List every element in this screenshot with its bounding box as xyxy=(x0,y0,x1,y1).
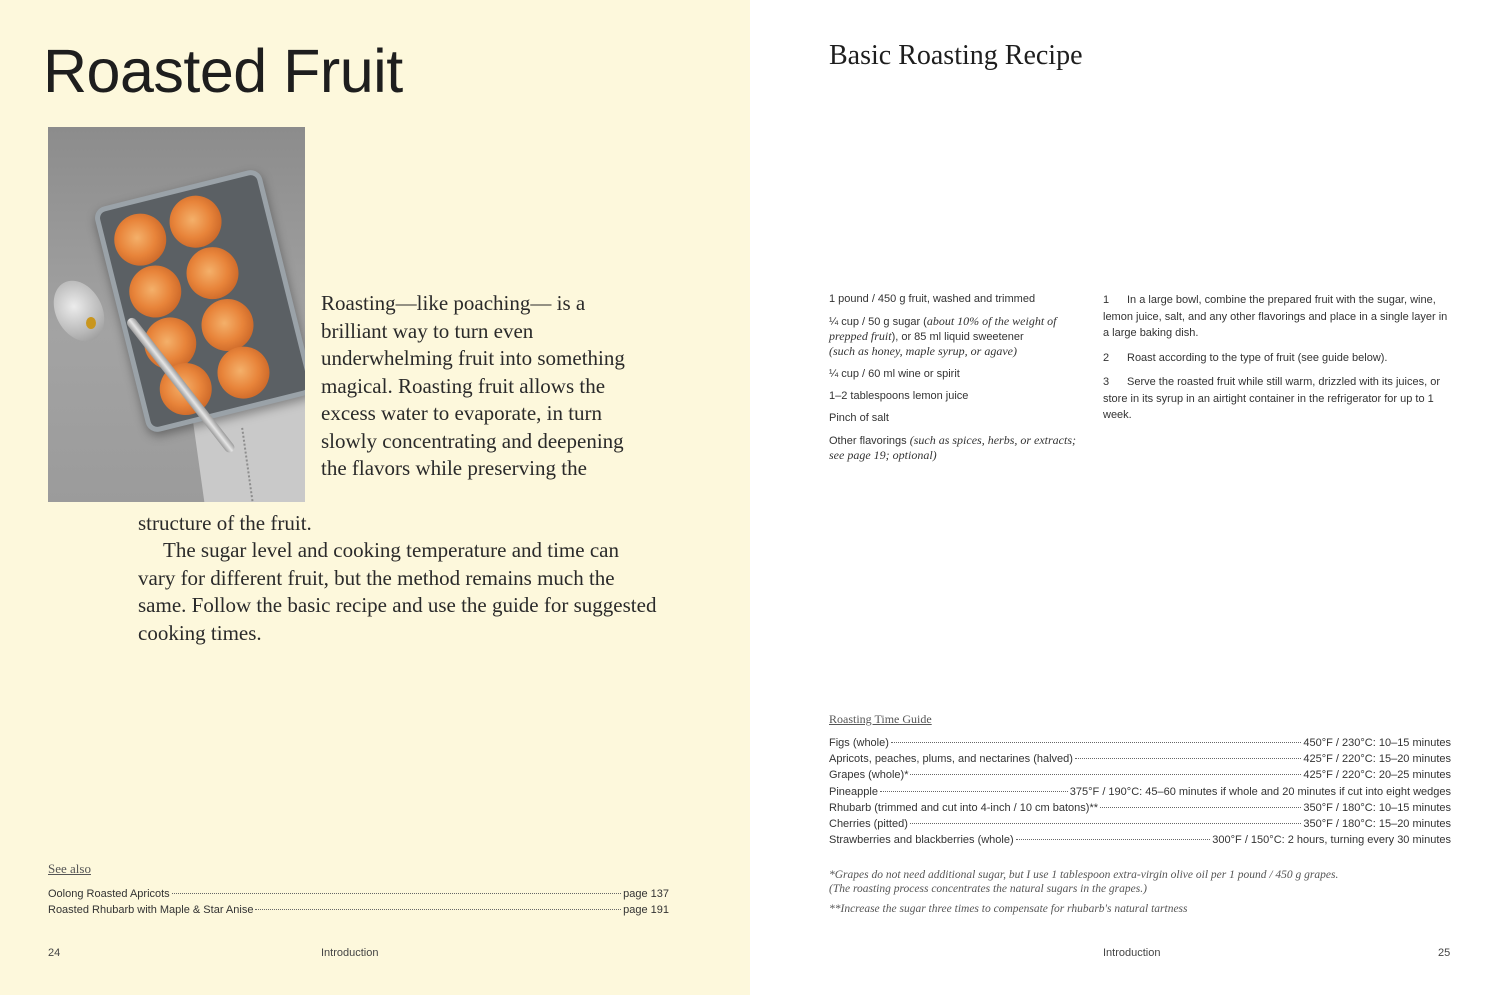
guide-row xyxy=(829,737,1451,753)
guide-row xyxy=(829,769,1451,785)
step-text: In a large bowl, combine the prepared fruit with the sugar, wine, lemon juice, salt, and any other flavorings and place in a single layer in a large baking dish. xyxy=(1103,294,1448,339)
page-number: 25 xyxy=(1438,947,1451,959)
method-step xyxy=(1103,374,1449,424)
ingredient-item: ¼ cup / 60 ml wine or spirit xyxy=(829,368,960,380)
guide-fruit: Cherries (pitted) xyxy=(829,817,908,830)
guide-time: 350°F / 180°C: 10–15 minutes xyxy=(1303,801,1451,814)
running-footer: Introduction xyxy=(321,947,379,959)
guide-time: 425°F / 220°C: 15–20 minutes xyxy=(1303,753,1451,766)
apricot-half xyxy=(181,242,244,305)
see-also-title: Roasted Rhubarb with Maple & Star Anise xyxy=(48,904,254,916)
footnote-rhubarb: **Increase the sugar three times to compensate for rhubarb's natural tartness xyxy=(829,903,1188,915)
leader-dots xyxy=(910,774,1301,775)
guide-time: 450°F / 230°C: 10–15 minutes xyxy=(1303,737,1451,749)
roasting-guide-heading: Roasting Time Guide xyxy=(829,712,932,726)
leader-dots xyxy=(255,909,621,910)
footnote-grapes xyxy=(829,869,1429,896)
roasting-guide-table xyxy=(829,737,1451,850)
step-number: 2 xyxy=(1103,351,1110,364)
guide-fruit: Apricots, peaches, plums, and nectarines (halved) xyxy=(829,753,1073,766)
baking-pan xyxy=(92,168,305,435)
ingredient-item: 1 pound / 450 g fruit, washed and trimmed xyxy=(829,293,1036,305)
ingredient-text: ¼ cup / 50 g sugar ( xyxy=(829,316,927,328)
ingredient-item xyxy=(829,433,1091,463)
see-also-page: page 191 xyxy=(623,904,669,916)
ingredient-item: Pinch of salt xyxy=(829,412,889,424)
step-number: 3 xyxy=(1103,376,1110,388)
ingredients-list xyxy=(829,292,1091,471)
guide-time: 375°F / 190°C: 45–60 minutes if whole and 20 minutes if cut into eight wedges xyxy=(1069,785,1451,798)
guide-row xyxy=(829,818,1451,834)
ingredient-note: (such as honey, maple syrup, or agave) xyxy=(829,344,1017,358)
apricot-half xyxy=(109,208,172,271)
guide-row xyxy=(829,753,1451,769)
guide-row xyxy=(829,802,1451,818)
see-also-page: page 137 xyxy=(623,888,669,900)
ingredient-item xyxy=(829,314,1091,359)
leader-dots xyxy=(1016,839,1211,840)
see-also-item[interactable] xyxy=(48,904,669,916)
step-text: Roast according to the type of fruit (see guide below). xyxy=(1127,351,1388,364)
roasted-apricots-photo xyxy=(48,127,305,502)
see-also-item[interactable] xyxy=(48,888,669,900)
footnote-text: (The roasting process concentrates the natural sugars in the grapes.) xyxy=(829,882,1147,895)
recipe-title: Basic Roasting Recipe xyxy=(829,40,1083,71)
guide-row xyxy=(829,786,1451,802)
running-footer: Introduction xyxy=(1103,947,1161,959)
step-number: 1 xyxy=(1103,294,1110,306)
page-title: Roasted Fruit xyxy=(43,37,403,105)
guide-time: 350°F / 180°C: 15–20 minutes xyxy=(1303,817,1451,830)
guide-fruit: Figs (whole) xyxy=(829,737,889,749)
guide-fruit: Rhubarb (trimmed and cut into 4-inch / 10 cm batons)** xyxy=(829,801,1099,814)
intro-paragraph-end: structure of the fruit. xyxy=(138,511,312,535)
ingredient-note: about 10% of the weight of prepped fruit xyxy=(829,314,1057,343)
intro-paragraph: Roasting—like poaching— is a brilliant way to turn even underwhelming fruit into something magical. Roasting fruit allows the excess water to evaporate, in turn slowly concentrating and deepening the flavors while preserving the xyxy=(321,291,625,480)
apricot-half xyxy=(164,190,227,253)
page-number: 24 xyxy=(48,947,61,959)
guide-row xyxy=(829,834,1451,850)
ingredient-note: (such as spices, herbs, or extracts; see page 19; optional) xyxy=(829,433,1077,462)
leader-dots xyxy=(172,893,621,894)
method-steps xyxy=(1103,292,1449,432)
apricot-half xyxy=(124,260,187,323)
guide-fruit: Grapes (whole)* xyxy=(829,769,909,782)
guide-fruit: Pineapple xyxy=(829,785,878,798)
ingredient-text: ), or 85 ml liquid sweetener xyxy=(891,331,1024,343)
method-step xyxy=(1103,292,1449,342)
leader-dots xyxy=(891,742,1301,743)
syrup-drop xyxy=(86,317,96,329)
guide-time: 425°F / 220°C: 20–25 minutes xyxy=(1303,769,1451,782)
leader-dots xyxy=(1075,758,1301,759)
ingredient-item: 1–2 tablespoons lemon juice xyxy=(829,390,969,402)
method-step xyxy=(1103,350,1449,367)
step-text: Serve the roasted fruit while still warm, drizzled with its juices, or store in its syrup in an airtight container in the refrigerator for up to 1 week. xyxy=(1103,376,1440,421)
ingredient-text: Other flavorings xyxy=(829,435,910,447)
leader-dots xyxy=(880,791,1068,792)
see-also-heading: See also xyxy=(48,861,91,876)
see-also-title: Oolong Roasted Apricots xyxy=(48,888,170,900)
leader-dots xyxy=(910,823,1302,824)
leader-dots xyxy=(1100,807,1301,808)
spoon-bowl xyxy=(48,272,114,350)
guide-time: 300°F / 150°C: 2 hours, turning every 30 minutes xyxy=(1212,834,1451,847)
guide-fruit: Strawberries and blackberries (whole) xyxy=(829,834,1014,847)
footnote-text: *Grapes do not need additional sugar, but I use 1 tablespoon extra-virgin olive oil per 1 pound / 450 g grapes. xyxy=(829,869,1339,881)
method-paragraph: The sugar level and cooking temperature and time can vary for different fruit, but the method remains much the same. Follow the basic recipe and use the guide for suggested cooking times. xyxy=(138,538,657,645)
